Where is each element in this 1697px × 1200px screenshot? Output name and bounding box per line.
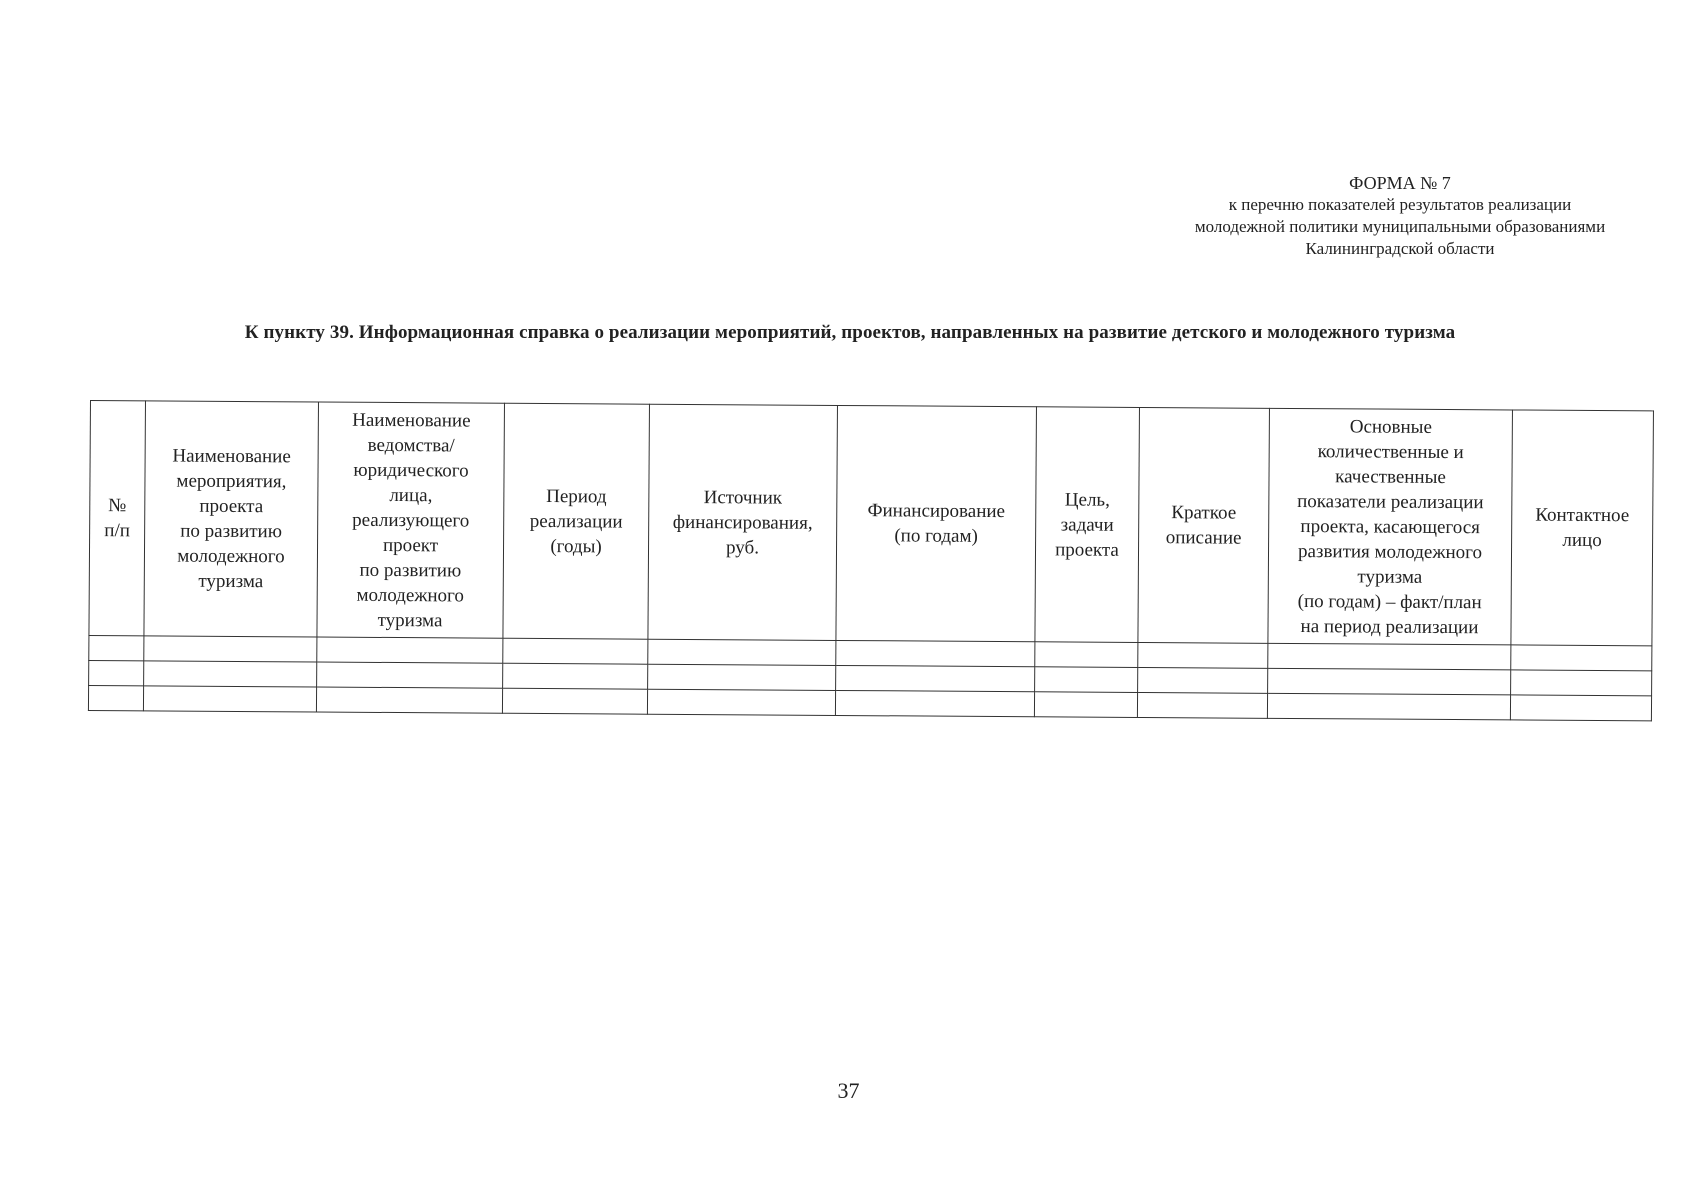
form-header-line-2: молодежной политики муниципальными образованиями xyxy=(1194,217,1606,236)
form-header-line-3: Калининградской области xyxy=(1305,239,1495,258)
header-cell-period: Период реализации (годы) xyxy=(503,403,650,639)
table-cell xyxy=(647,689,835,715)
header-cell-description: Краткое описание xyxy=(1138,407,1270,643)
table-cell xyxy=(1138,642,1268,668)
header-cell-funding-by-year: Финансирование (по годам) xyxy=(836,405,1037,641)
form-header-line-1: к перечню показателей результатов реализации xyxy=(1228,195,1572,214)
header-cell-funding-source: Источник финансирования, руб. xyxy=(648,404,838,640)
table-cell xyxy=(1511,645,1652,671)
table-cell xyxy=(503,663,648,689)
table-cell xyxy=(503,638,648,664)
table-cell xyxy=(648,664,836,690)
header-cell-event-name: Наименование мероприятия, проекта по развитию молодежного туризма xyxy=(144,401,319,637)
table-cell xyxy=(317,637,503,663)
document-title: К пункту 39. Информационная справка о реализации мероприятий, проектов, направленных на развитие детского и молодежного туризма xyxy=(244,322,1456,343)
table-cell xyxy=(1138,667,1268,693)
table-cell xyxy=(648,639,836,665)
table-cell xyxy=(1511,670,1652,696)
table-cell xyxy=(1035,667,1138,693)
table-cell xyxy=(1268,668,1511,695)
header-cell-contact-person: Контактное лицо xyxy=(1511,410,1654,646)
table-cell xyxy=(1034,692,1137,718)
table-cell xyxy=(1268,643,1511,670)
table-cell xyxy=(836,665,1035,691)
table-cell xyxy=(1035,642,1138,668)
table-cell xyxy=(89,635,144,660)
table-cell xyxy=(317,662,503,688)
table-cell xyxy=(1510,695,1651,721)
table-cell xyxy=(144,661,317,687)
form-number: ФОРМА № 7 xyxy=(1349,173,1451,193)
report-table xyxy=(88,400,1654,721)
table-cell xyxy=(144,636,317,662)
form-header xyxy=(1150,172,1650,260)
header-cell-indicators: Основные количественные и качественные показатели реализации проекта, касающегося развития молодежного туризма (по годам) – факт/план на период реализации xyxy=(1268,408,1513,645)
header-cell-number: № п/п xyxy=(89,401,146,636)
header-cell-organization-name: Наименование ведомства/ юридического лица, реализующего проект по развитию молодежного туризма xyxy=(317,402,505,638)
table-cell xyxy=(502,688,647,714)
table-cell xyxy=(88,685,143,710)
header-cell-goals: Цель, задачи проекта xyxy=(1035,407,1140,643)
table-cell xyxy=(835,690,1034,716)
table-cell xyxy=(143,686,316,712)
table-cell xyxy=(89,660,144,685)
table-header-row xyxy=(89,401,1654,646)
table-cell xyxy=(836,640,1035,666)
table-cell xyxy=(1267,693,1510,720)
page-number: 37 xyxy=(837,1078,860,1103)
table-cell xyxy=(1137,692,1267,718)
table-cell xyxy=(316,687,502,713)
